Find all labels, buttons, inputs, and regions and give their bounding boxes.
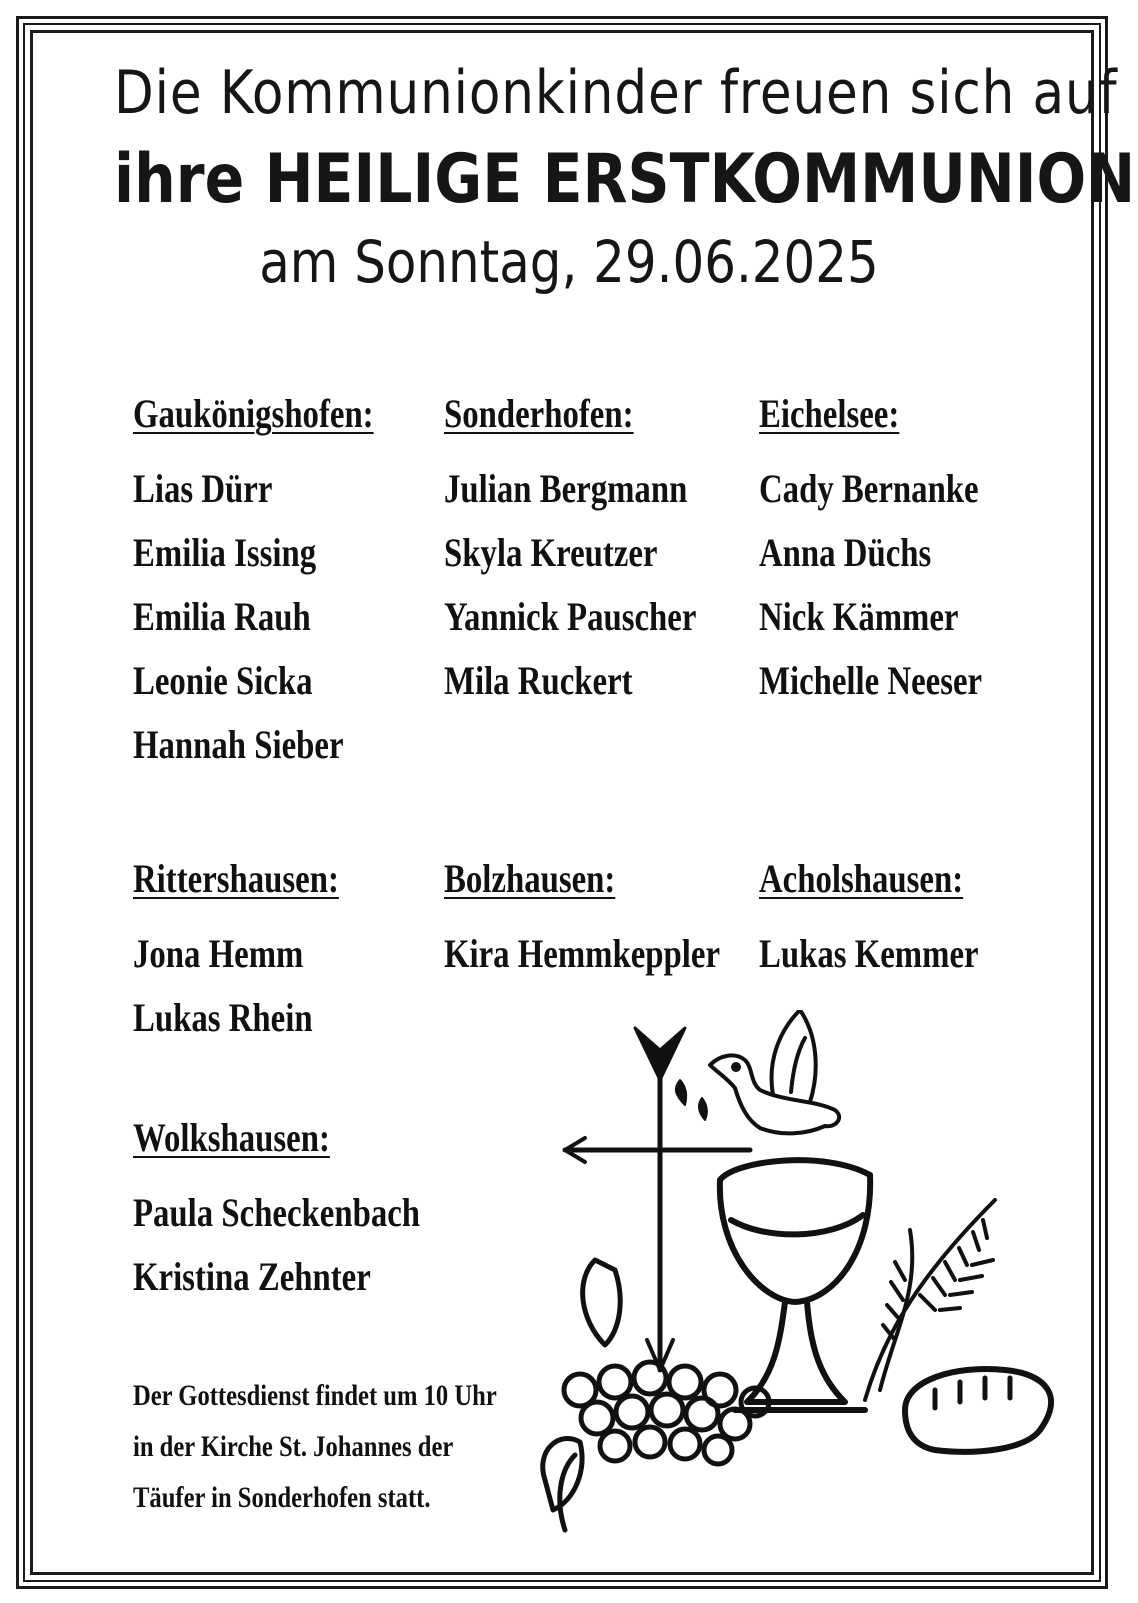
service-notice: [133, 1370, 593, 1523]
child-name: Paula Scheckenbach: [133, 1190, 421, 1235]
child-name: Julian Bergmann: [444, 466, 688, 511]
child-name: Hannah Sieber: [133, 722, 344, 767]
communion-illustration: [535, 1010, 1065, 1570]
child-name: Skyla Kreutzer: [444, 530, 658, 575]
child-name: Nick Kämmer: [759, 594, 959, 639]
child-name: Kristina Zehnter: [133, 1254, 371, 1299]
group-gaukoenigshofen: [133, 392, 433, 777]
grapes-icon: [543, 1260, 769, 1530]
child-name: Lukas Kemmer: [759, 931, 979, 976]
headline-line-1: Die Kommunionkinder freuen sich auf: [114, 58, 1118, 128]
group-eichelsee: [759, 392, 1059, 713]
chalice-icon: [720, 1160, 870, 1410]
notice-line: in der Kirche St. Johannes der: [133, 1430, 454, 1463]
child-name: Lukas Rhein: [133, 995, 313, 1040]
group-title: Eichelsee:: [759, 391, 900, 436]
child-name: Mila Ruckert: [444, 658, 633, 703]
headline-line-2: ihre HEILIGE ERSTKOMMUNION: [114, 140, 1136, 219]
child-name: Emilia Rauh: [133, 594, 311, 639]
notice-line: Täufer in Sonderhofen statt.: [133, 1481, 431, 1514]
group-title: Rittershausen:: [133, 856, 339, 901]
child-name: Emilia Issing: [133, 530, 317, 575]
child-name: Yannick Pauscher: [444, 594, 697, 639]
group-rittershausen: [133, 857, 433, 1050]
group-title: Sonderhofen:: [444, 391, 634, 436]
child-name: Michelle Neeser: [759, 658, 983, 703]
group-acholshausen: [759, 857, 1059, 986]
child-name: Anna Düchs: [759, 530, 932, 575]
child-name: Leonie Sicka: [133, 658, 313, 703]
group-bolzhausen: [444, 857, 744, 986]
bread-icon: [905, 1369, 1051, 1452]
headline-date: am Sonntag, 29.06.2025: [259, 228, 879, 296]
child-name: Cady Bernanke: [759, 466, 979, 511]
child-name: Lias Dürr: [133, 466, 273, 511]
group-title: Acholshausen:: [759, 856, 964, 901]
group-title: Gaukönigshofen:: [133, 391, 374, 436]
child-name: Jona Hemm: [133, 931, 304, 976]
group-sonderhofen: [444, 392, 744, 713]
group-title: Wolkshausen:: [133, 1115, 330, 1160]
notice-line: Der Gottesdienst findet um 10 Uhr: [133, 1379, 497, 1412]
dove-icon: [710, 1010, 839, 1133]
group-title: Bolzhausen:: [444, 856, 616, 901]
child-name: Kira Hemmkeppler: [444, 931, 721, 976]
group-wolkshausen: [133, 1116, 433, 1309]
